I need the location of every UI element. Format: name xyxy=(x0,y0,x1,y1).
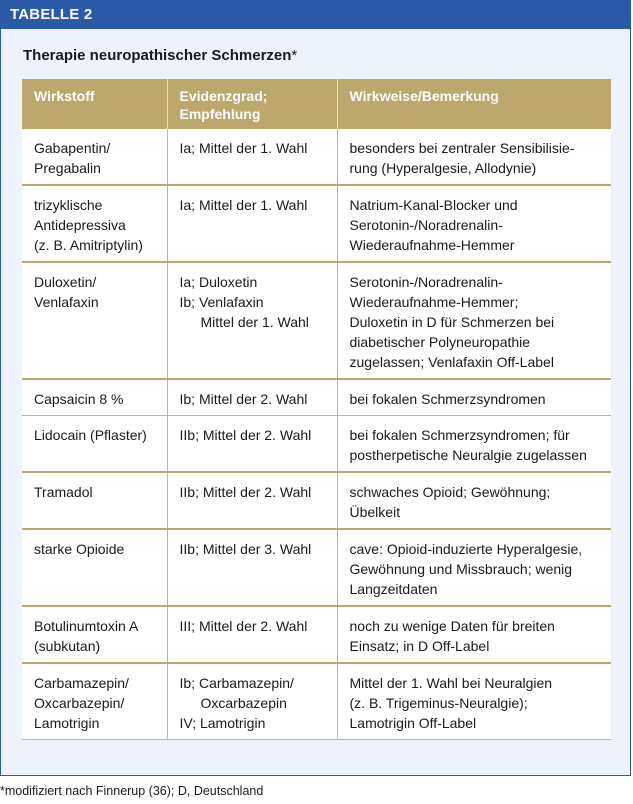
table-row xyxy=(22,529,611,606)
cell-evidenz xyxy=(167,379,337,416)
cell-line: schwaches Opioid; Gewöhnung; xyxy=(349,484,551,500)
therapy-table xyxy=(22,79,611,740)
cell-line: Mittel der 1. Wahl xyxy=(200,314,309,330)
cell-wirkstoff xyxy=(22,416,167,473)
cell-line: Serotonin-/Noradrenalin- xyxy=(349,217,503,233)
table-title xyxy=(23,47,297,64)
cell-line: Oxcarbazepin xyxy=(200,695,287,711)
cell-line: (subkutan) xyxy=(34,638,101,654)
cell-line: Wiederaufnahme-Hemmer; xyxy=(349,294,519,310)
cell-line: Einsatz; in D Off-Label xyxy=(349,638,490,654)
cell-line: Serotonin-/Noradrenalin- xyxy=(349,274,503,290)
cell-line: starke Opioide xyxy=(34,541,125,557)
cell-line: IV; Lamotrigin xyxy=(179,715,266,731)
cell-line: Langzeitdaten xyxy=(349,581,438,597)
cell-evidenz xyxy=(167,663,337,740)
table-title-text: Therapie neuropathischer Schmerzen xyxy=(23,47,292,64)
cell-line: Mittel der 1. Wahl bei Neuralgien xyxy=(349,675,553,691)
column-header-line: Wirkstoff xyxy=(34,88,95,104)
column-header-evidenz xyxy=(167,79,337,129)
cell-line: Capsaicin 8 % xyxy=(34,391,124,407)
cell-line: Wiederaufnahme-Hemmer xyxy=(349,237,515,253)
cell-line: Ia; Mittel der 1. Wahl xyxy=(179,197,308,213)
cell-bemerkung xyxy=(337,185,611,262)
cell-evidenz xyxy=(167,262,337,379)
table-body xyxy=(22,129,611,740)
column-header-line: Evidenzgrad; xyxy=(179,88,268,104)
cell-wirkstoff xyxy=(22,379,167,416)
table-row xyxy=(22,129,611,185)
cell-evidenz xyxy=(167,129,337,185)
cell-line: Tramadol xyxy=(34,484,93,500)
table-row xyxy=(22,185,611,262)
column-header-wirkstoff xyxy=(22,79,167,129)
cell-evidenz xyxy=(167,416,337,473)
table-title-footnote-mark: * xyxy=(291,47,298,64)
cell-line: Pregabalin xyxy=(34,160,101,176)
cell-bemerkung xyxy=(337,663,611,740)
cell-line: postherpetische Neuralgie zugelassen xyxy=(349,447,587,463)
cell-line: IIb; Mittel der 2. Wahl xyxy=(179,427,312,443)
cell-line: Duloxetin/ xyxy=(34,274,97,290)
cell-line: IIb; Mittel der 3. Wahl xyxy=(179,541,312,557)
cell-line: Lamotrigin Off-Label xyxy=(349,715,477,731)
cell-line: Duloxetin in D für Schmerzen bei xyxy=(349,314,555,330)
cell-evidenz xyxy=(167,472,337,529)
cell-wirkstoff xyxy=(22,262,167,379)
table-label-bar xyxy=(1,1,630,29)
cell-bemerkung xyxy=(337,472,611,529)
cell-bemerkung xyxy=(337,529,611,606)
cell-wirkstoff xyxy=(22,663,167,740)
cell-evidenz xyxy=(167,606,337,663)
table-label: TABELLE 2 xyxy=(10,6,93,23)
cell-line: Ib; Mittel der 2. Wahl xyxy=(179,391,308,407)
cell-line: Natrium-Kanal-Blocker und xyxy=(349,197,518,213)
cell-evidenz xyxy=(167,185,337,262)
cell-line: Übelkeit xyxy=(349,504,401,520)
cell-evidenz xyxy=(167,529,337,606)
cell-line: zugelassen; Venlafaxin Off-Label xyxy=(349,354,554,370)
cell-line: III; Mittel der 2. Wahl xyxy=(179,618,308,634)
table-row xyxy=(22,472,611,529)
table-row xyxy=(22,379,611,416)
column-header-line: Wirkweise/Bemerkung xyxy=(349,88,499,104)
footnote: *modifiziert nach Finnerup (36); D, Deutschland xyxy=(0,784,264,798)
cell-line: Ia; Mittel der 1. Wahl xyxy=(179,140,308,156)
cell-bemerkung xyxy=(337,262,611,379)
cell-line: Ib; Carbamazepin/ xyxy=(179,675,294,691)
cell-line: Lamotrigin xyxy=(34,715,100,731)
cell-line: Oxcarbazepin/ xyxy=(34,695,125,711)
cell-line: Ia; Duloxetin xyxy=(179,274,258,290)
cell-line: noch zu wenige Daten für breiten xyxy=(349,618,555,634)
cell-line: Gewöhnung und Missbrauch; wenig xyxy=(349,561,573,577)
cell-line: Venlafaxin xyxy=(34,294,99,310)
cell-line: bei fokalen Schmerzsyndromen; für xyxy=(349,427,570,443)
cell-line: Lidocain (Pflaster) xyxy=(34,427,147,443)
cell-bemerkung xyxy=(337,129,611,185)
table-row xyxy=(22,262,611,379)
cell-bemerkung xyxy=(337,606,611,663)
cell-wirkstoff xyxy=(22,129,167,185)
cell-line: Carbamazepin/ xyxy=(34,675,129,691)
cell-line: IIb; Mittel der 2. Wahl xyxy=(179,484,312,500)
cell-bemerkung xyxy=(337,379,611,416)
cell-line: diabetischer Polyneuropathie xyxy=(349,334,531,350)
cell-line: Ib; Venlafaxin xyxy=(179,294,264,310)
cell-line: Antidepressiva xyxy=(34,217,126,233)
table-row xyxy=(22,663,611,740)
cell-bemerkung xyxy=(337,416,611,473)
cell-line: Botulinumtoxin A xyxy=(34,618,139,634)
cell-line: bei fokalen Schmerzsyndromen xyxy=(349,391,546,407)
cell-line: rung (Hyperalgesie, Allodynie) xyxy=(349,160,537,176)
cell-wirkstoff xyxy=(22,606,167,663)
cell-wirkstoff xyxy=(22,472,167,529)
cell-line: Gabapentin/ xyxy=(34,140,111,156)
cell-wirkstoff xyxy=(22,185,167,262)
table-header-row xyxy=(22,79,611,129)
cell-line: besonders bei zentraler Sensibilisie- xyxy=(349,140,575,156)
cell-line: (z. B. Amitriptylin) xyxy=(34,237,143,253)
column-header-line: Empfehlung xyxy=(179,106,261,122)
cell-wirkstoff xyxy=(22,529,167,606)
cell-line: trizyklische xyxy=(34,197,103,213)
cell-line: (z. B. Trigeminus-Neuralgie); xyxy=(349,695,528,711)
table-row xyxy=(22,416,611,473)
cell-line: cave: Opioid-induzierte Hyperalgesie, xyxy=(349,541,583,557)
column-header-bemerkung xyxy=(337,79,611,129)
table-row xyxy=(22,606,611,663)
